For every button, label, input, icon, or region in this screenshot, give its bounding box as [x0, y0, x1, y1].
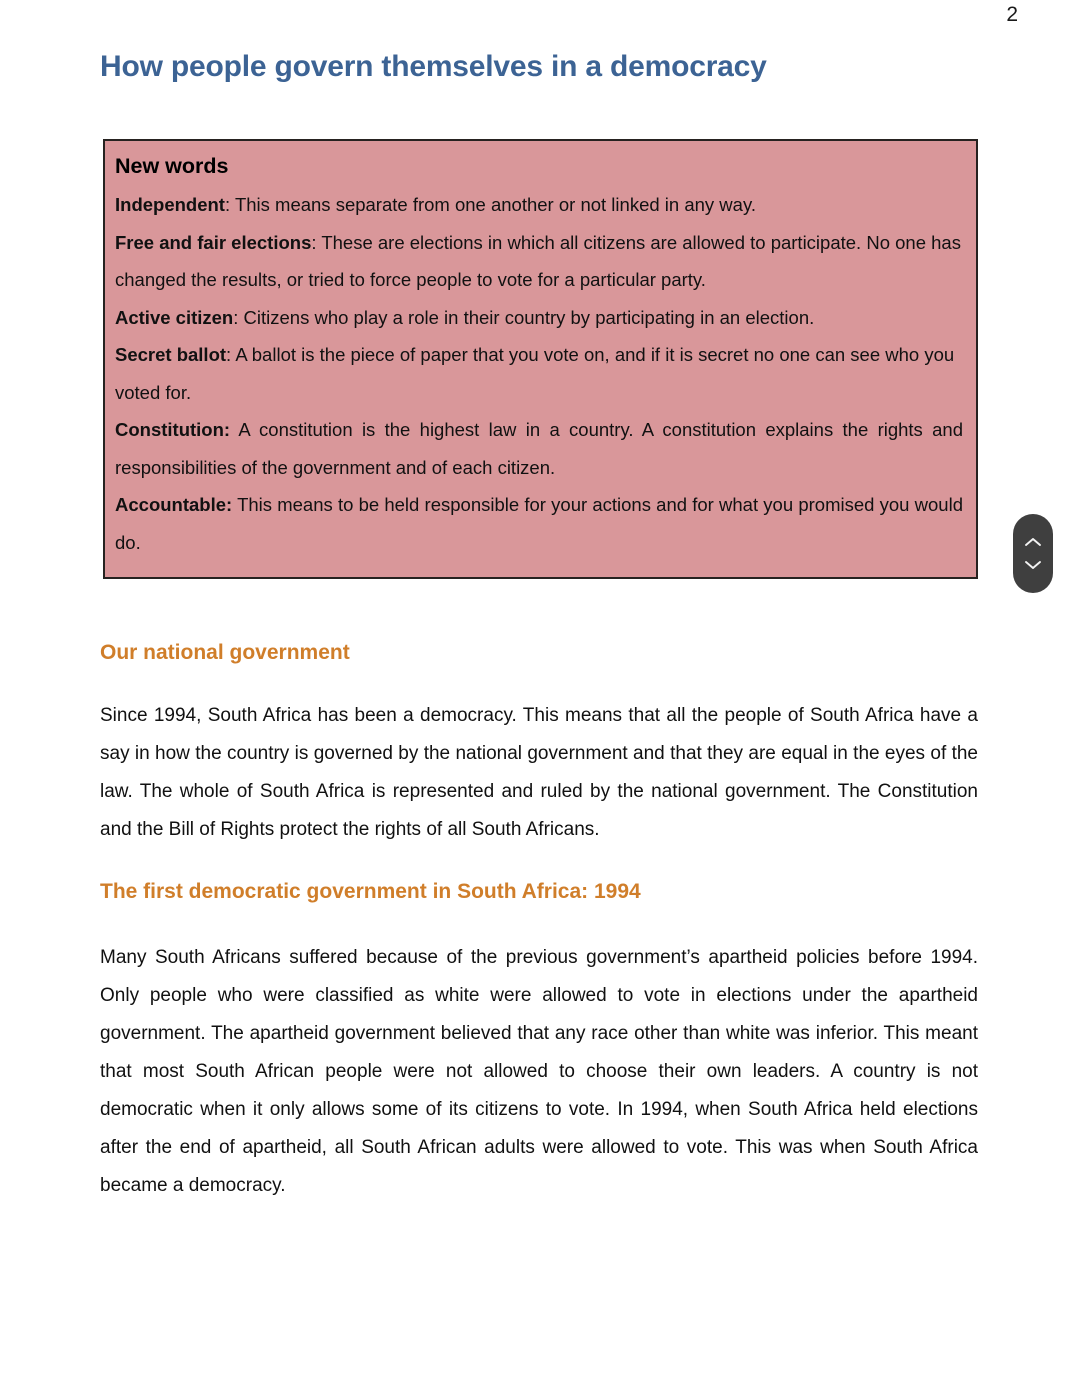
new-words-term: Secret ballot	[115, 344, 227, 365]
new-words-separator: :	[233, 306, 244, 328]
new-words-entry	[115, 486, 963, 561]
new-words-definition: This means separate from one another or not linked in any way.	[234, 194, 756, 215]
new-words-entry	[115, 186, 963, 224]
new-words-definition: A ballot is the piece of paper that you vote on, and if it is secret no one can see who you voted for.	[115, 344, 955, 403]
new-words-box	[103, 139, 978, 579]
new-words-term: Active citizen	[115, 306, 234, 328]
new-words-entry	[115, 299, 963, 337]
section-paragraph-our-national-government: Since 1994, South Africa has been a democracy. This means that all the people of South Africa have a say in how the country is governed by the national government and that they are equal in the eyes of the law. The whole of South Africa is represented and ruled by the national government. The Constitution and the Bill of Rights protect the rights of all South Africans.	[100, 705, 978, 840]
new-words-definition: These are elections in which all citizens are allowed to participate. No one has changed the results, or tried to force people to vote for a particular party.	[115, 231, 961, 290]
new-words-term: Accountable:	[115, 494, 233, 515]
chevron-up-icon[interactable]	[1023, 535, 1043, 549]
scroll-navigation-pill[interactable]	[1013, 514, 1053, 593]
new-words-separator: :	[224, 194, 235, 215]
new-words-separator: :	[311, 231, 322, 253]
new-words-definition: Citizens who play a role in their country by participating in an election.	[243, 306, 815, 328]
section-paragraph-first-democratic-government: Many South Africans suffered because of the previous government’s apartheid policies before 1994. Only people who were classified as white were allowed to vote in elections under the apartheid government. The apartheid government believed that any race other than white was inferior. This meant that most South African people were not allowed to choose their own leaders. A country is not democratic when it only allows some of its citizens to vote. In 1994, when South Africa held elections after the end of apartheid, all South African adults were allowed to vote. This was when South Africa became a democracy.	[100, 947, 978, 1196]
new-words-term: Free and fair elections	[115, 231, 312, 253]
page-title: How people govern themselves in a democracy	[100, 50, 767, 83]
section-heading-first-democratic-government: The first democratic government in South Africa: 1994	[100, 880, 641, 903]
new-words-entry	[115, 336, 963, 411]
new-words-definition: This means to be held responsible for your actions and for what you promised you would do.	[115, 494, 963, 553]
new-words-term: Constitution:	[115, 419, 231, 440]
chevron-down-icon[interactable]	[1023, 558, 1043, 572]
new-words-definition: A constitution is the highest law in a country. A constitution explains the rights and responsibilities of the government and of each citizen.	[115, 419, 963, 478]
new-words-separator: :	[226, 344, 236, 365]
new-words-entry	[115, 224, 963, 299]
new-words-entry	[115, 411, 963, 486]
section-heading-our-national-government: Our national government	[100, 641, 350, 664]
new-words-term: Independent	[115, 194, 225, 215]
new-words-heading: New words	[115, 154, 229, 178]
page-number: 2	[1006, 3, 1018, 26]
